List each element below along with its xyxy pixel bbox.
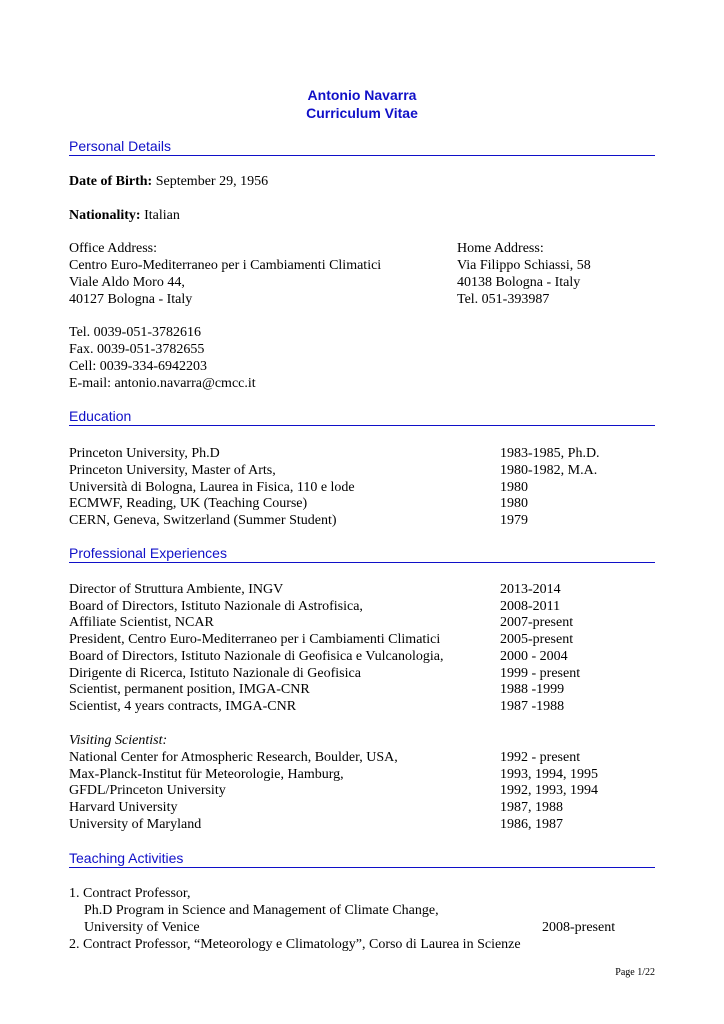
experience-item: Board of Directors, Istituto Nazionale di Astrofisica, xyxy=(69,599,363,614)
teaching-line: Ph.D Program in Science and Management of Climate Change, xyxy=(84,903,439,918)
experience-date: 2005-present xyxy=(500,632,574,647)
dob-value: September 29, 1956 xyxy=(155,174,269,189)
office-address-line: Office Address: xyxy=(69,241,157,256)
visiting-date: 1986, 1987 xyxy=(500,817,563,832)
visiting-scientist-label: Visiting Scientist: xyxy=(69,733,168,748)
visiting-date: 1992 - present xyxy=(500,750,581,765)
contact-email: E-mail: antonio.navarra@cmcc.it xyxy=(69,376,256,391)
teaching-date: 2008-present xyxy=(542,920,616,935)
experience-date: 2000 - 2004 xyxy=(500,649,568,664)
dob-row xyxy=(69,173,268,190)
experience-date: 1988 -1999 xyxy=(500,682,565,697)
experience-item: Director of Struttura Ambiente, INGV xyxy=(69,582,284,597)
contact-cell: Cell: 0039-334-6942203 xyxy=(69,359,208,374)
home-address-line: Via Filippo Schiassi, 58 xyxy=(457,258,591,273)
experience-date: 1987 -1988 xyxy=(500,699,565,714)
section-title-education: Education xyxy=(69,408,132,424)
experience-date: 2013-2014 xyxy=(500,582,561,597)
education-date: 1980 xyxy=(500,496,528,511)
teaching-line: University of Venice xyxy=(84,920,200,935)
education-item: CERN, Geneva, Switzerland (Summer Student) xyxy=(69,513,337,528)
nationality-value: Italian xyxy=(144,208,180,223)
home-address-line: 40138 Bologna - Italy xyxy=(457,275,581,290)
section-title-professional: Professional Experiences xyxy=(69,545,227,561)
experience-item: Scientist, permanent position, IMGA-CNR xyxy=(69,682,310,697)
experience-item: Board of Directors, Istituto Nazionale di Geofisica e Vulcanologia, xyxy=(69,649,444,664)
teaching-line: 2. Contract Professor, “Meteorology e Climatology”, Corso di Laurea in Scienze xyxy=(69,937,521,952)
visiting-item: GFDL/Princeton University xyxy=(69,783,226,798)
education-date: 1983-1985, Ph.D. xyxy=(500,446,600,461)
office-address-line: 40127 Bologna - Italy xyxy=(69,292,193,307)
teaching-line: 1. Contract Professor, xyxy=(69,886,191,901)
cv-name: Antonio Navarra xyxy=(307,87,417,103)
visiting-item: Harvard University xyxy=(69,800,178,815)
office-address-line: Centro Euro-Mediterraneo per i Cambiamenti Climatici xyxy=(69,258,382,273)
visiting-date: 1987, 1988 xyxy=(500,800,563,815)
visiting-item: Max-Planck-Institut für Meteorologie, Hamburg, xyxy=(69,767,344,782)
section-rule xyxy=(69,155,655,156)
visiting-date: 1993, 1994, 1995 xyxy=(500,767,598,782)
section-rule xyxy=(69,562,655,563)
experience-date: 1999 - present xyxy=(500,666,581,681)
page-number: Page 1/22 xyxy=(615,967,655,978)
visiting-item: University of Maryland xyxy=(69,817,202,832)
home-address-line: Tel. 051-393987 xyxy=(457,292,550,307)
nationality-row xyxy=(69,207,180,224)
experience-item: Dirigente di Ricerca, Istituto Nazionale di Geofisica xyxy=(69,666,361,681)
education-item: Princeton University, Master of Arts, xyxy=(69,463,276,478)
cv-subtitle: Curriculum Vitae xyxy=(306,105,418,121)
experience-item: Affiliate Scientist, NCAR xyxy=(69,615,214,630)
education-item: ECMWF, Reading, UK (Teaching Course) xyxy=(69,496,308,511)
education-item: Università di Bologna, Laurea in Fisica, 110 e lode xyxy=(69,480,355,495)
contact-tel: Tel. 0039-051-3782616 xyxy=(69,325,202,340)
section-rule xyxy=(69,867,655,868)
visiting-item: National Center for Atmospheric Research, Boulder, USA, xyxy=(69,750,398,765)
visiting-date: 1992, 1993, 1994 xyxy=(500,783,598,798)
experience-item: Scientist, 4 years contracts, IMGA-CNR xyxy=(69,699,297,714)
education-date: 1980 xyxy=(500,480,528,495)
experience-date: 2008-2011 xyxy=(500,599,561,614)
education-date: 1979 xyxy=(500,513,528,528)
education-date: 1980-1982, M.A. xyxy=(500,463,598,478)
nationality-label: Nationality: xyxy=(69,208,141,223)
contact-fax: Fax. 0039-051-3782655 xyxy=(69,342,205,357)
section-rule xyxy=(69,425,655,426)
dob-label: Date of Birth: xyxy=(69,174,153,189)
home-address-line: Home Address: xyxy=(457,241,544,256)
office-address-line: Viale Aldo Moro 44, xyxy=(69,275,185,290)
experience-item: President, Centro Euro-Mediterraneo per i Cambiamenti Climatici xyxy=(69,632,441,647)
education-item: Princeton University, Ph.D xyxy=(69,446,220,461)
experience-date: 2007-present xyxy=(500,615,574,630)
section-title-teaching: Teaching Activities xyxy=(69,850,184,866)
section-title-personal: Personal Details xyxy=(69,138,171,154)
